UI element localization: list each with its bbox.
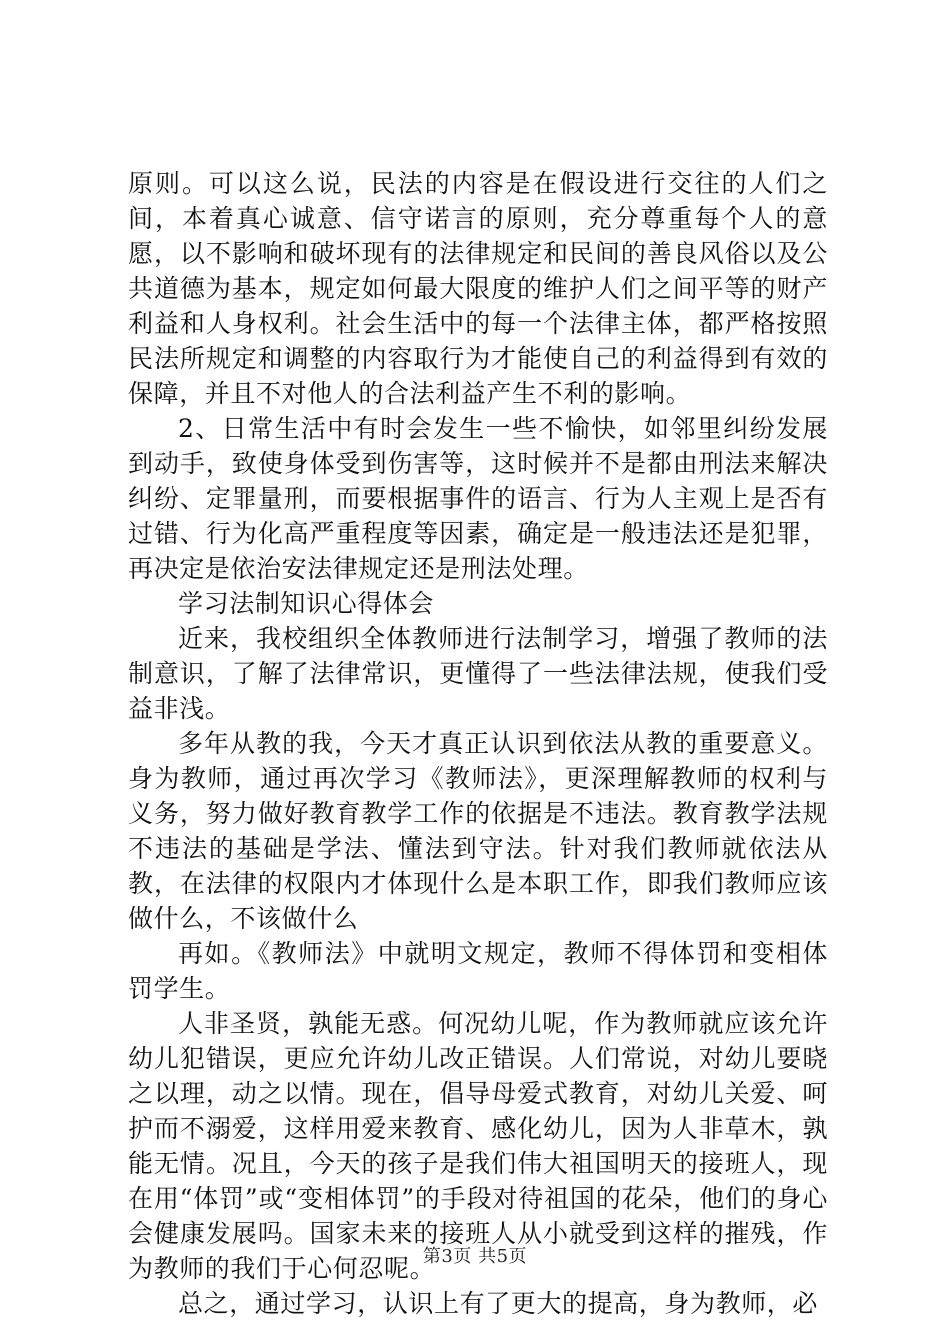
paragraph-6: 人非圣贤，孰能无惑。何况幼儿呢，作为教师就应该允许幼儿犯错误，更应允许幼儿改正错误。人们常说，对幼儿要晓之以理，动之以情。现在，倡导母爱式教育，对幼儿关爱、呵护而不溺爱，这样用爱来教育、感化幼儿，因为人非草木，孰能无情。况且，今天的孩子是我们伟大祖国明天的接班人，现在用“体罚”或“变相体罚”的手段对待祖国的花朵，他们的身心会健康发展吗。国家未来的接班人从小就受到这样的摧残，作为教师的我们于心何忍呢。 [128,1009,828,1283]
paragraph-7: 总之，通过学习，认识上有了更大的提高，身为教师，必 [178,1289,819,1318]
section-heading: 学习法制知识心得体会 [178,589,435,618]
paragraph-1: 原则。可以这么说，民法的内容是在假设进行交往的人们之间，本着真心诚意、信守诺言的原则，充分尊重每个人的意愿，以不影响和破坏现有的法律规定和民间的善良风俗以及公共道德为基本，规定如何最大限度的维护人们之间平等的财产利益和人身权利。社会生活中的每一个法律主体，都严格按照民法所规定和调整的内容取行为才能使自己的利益得到有效的保障，并且不对他人的合法利益产生不利的影响。 [128,169,828,408]
page-number-footer: 第3页 共5页 [422,1246,528,1267]
paragraph-3: 近来，我校组织全体教师进行法制学习，增强了教师的法制意识，了解了法律常识，更懂得了一些法律法规，使我们受益非浅。 [128,624,828,723]
document-body [128,166,828,1321]
paragraph-5: 再如。《教师法》中就明文规定，教师不得体罚和变相体罚学生。 [128,939,828,1003]
paragraph-4: 多年从教的我，今天才真正认识到依法从教的重要意义。身为教师，通过再次学习《教师法》，更深理解教师的权利与义务，努力做好教育教学工作的依据是不违法。教育教学法规不违法的基础是学法、懂法到守法。针对我们教师就依法从教，在法律的权限内才体现什么是本职工作，即我们教师应该做什么，不该做什么 [128,729,828,933]
paragraph-2: 2、日常生活中有时会发生一些不愉快，如邻里纠纷发展到动手，致使身体受到伤害等，这时候并不是都由刑法来解决纠纷、定罪量刑，而要根据事件的语言、行为人主观上是否有过错、行为化高严重程度等因素，确定是一般违法还是犯罪，再决定是依治安法律规定还是刑法处理。 [128,414,828,583]
